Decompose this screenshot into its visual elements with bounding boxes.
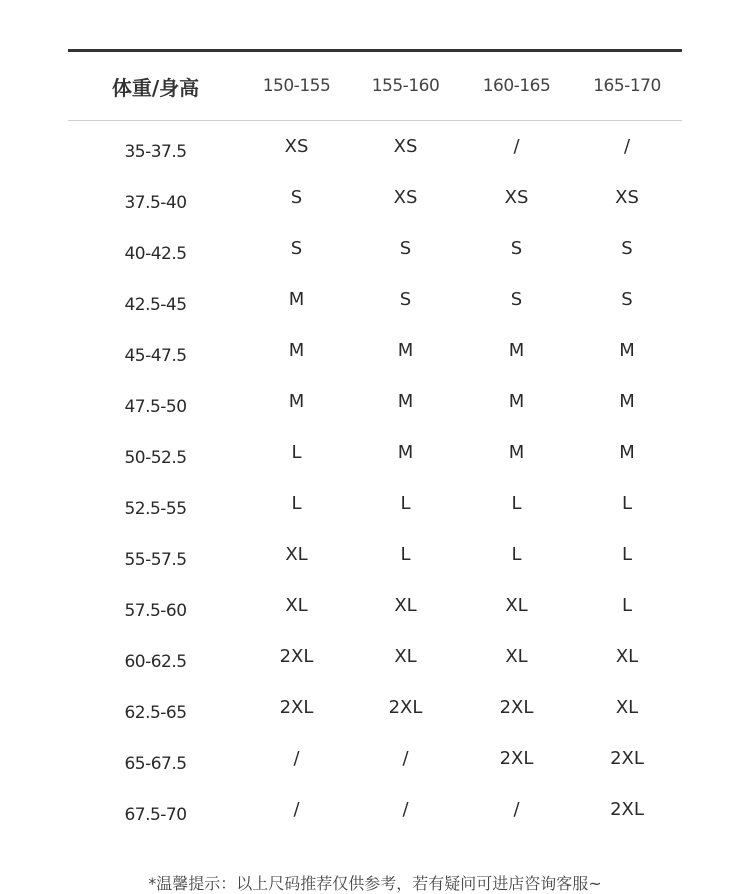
table-row xyxy=(68,174,682,225)
size-cell: 2XL xyxy=(279,697,314,718)
weight-range-cell: 45-47.5 xyxy=(124,345,187,366)
size-cell: M xyxy=(288,391,305,412)
size-cell: S xyxy=(399,289,412,310)
size-cell: XS xyxy=(284,136,309,157)
weight-range-cell: 52.5-55 xyxy=(124,498,187,519)
size-cell: M xyxy=(619,442,635,463)
size-cell: XS xyxy=(504,187,529,208)
size-cell: 2XL xyxy=(499,697,534,718)
size-cell: XS xyxy=(615,187,639,208)
size-cell: S xyxy=(621,238,633,259)
size-cell: M xyxy=(508,391,525,412)
size-cell: / xyxy=(513,136,520,157)
size-cell: 2XL xyxy=(499,748,534,769)
height-column-header: 150-155 xyxy=(262,76,331,96)
height-column-header: 155-160 xyxy=(371,76,440,96)
weight-height-corner-label: 体重/身高 xyxy=(111,75,200,100)
size-cell: L xyxy=(511,544,522,565)
weight-range-cell: 67.5-70 xyxy=(124,804,187,825)
size-cell: L xyxy=(291,442,302,463)
size-cell: / xyxy=(402,748,409,769)
table-row xyxy=(68,582,682,633)
weight-range-cell: 50-52.5 xyxy=(124,447,187,468)
size-cell: S xyxy=(510,238,523,259)
table-row xyxy=(68,480,682,531)
size-cell: XL xyxy=(394,646,417,667)
size-cell: L xyxy=(621,493,633,514)
size-cell: XL xyxy=(394,595,417,616)
size-cell: M xyxy=(508,442,525,463)
weight-range-cell: 57.5-60 xyxy=(124,600,187,621)
table-row xyxy=(68,684,682,735)
size-cell: XS xyxy=(393,136,418,157)
size-cell: M xyxy=(288,289,305,310)
size-cell: M xyxy=(397,442,414,463)
size-cell: L xyxy=(511,493,522,514)
size-cell: / xyxy=(293,799,300,820)
table-row xyxy=(68,327,682,378)
size-cell: M xyxy=(397,391,414,412)
table-row xyxy=(68,633,682,684)
size-cell: S xyxy=(290,187,303,208)
size-cell: 2XL xyxy=(610,799,644,820)
size-cell: M xyxy=(288,340,305,361)
size-cell: M xyxy=(508,340,525,361)
size-cell: 2XL xyxy=(388,697,423,718)
size-cell: M xyxy=(619,340,635,361)
table-row xyxy=(68,531,682,582)
size-cell: XL xyxy=(505,595,528,616)
table-row xyxy=(68,276,682,327)
weight-range-cell: 47.5-50 xyxy=(124,396,187,417)
weight-range-cell: 65-67.5 xyxy=(124,753,187,774)
size-advice-footnote: *温馨提示：以上尺码推荐仅供参考，若有疑问可进店咨询客服~ xyxy=(148,874,602,893)
weight-range-cell: 62.5-65 xyxy=(124,702,187,723)
size-cell: XL xyxy=(285,544,308,565)
weight-range-cell: 60-62.5 xyxy=(124,651,187,672)
table-row xyxy=(68,225,682,276)
table-header-row xyxy=(68,52,682,121)
weight-range-cell: 55-57.5 xyxy=(124,549,187,570)
table-row xyxy=(68,378,682,429)
size-cell: / xyxy=(293,748,300,769)
size-cell: XL xyxy=(285,595,308,616)
size-cell: M xyxy=(397,340,414,361)
size-cell: XL xyxy=(505,646,528,667)
table-row xyxy=(68,123,682,174)
table-row xyxy=(68,735,682,786)
size-cell: XL xyxy=(615,646,639,667)
size-cell: L xyxy=(400,544,411,565)
size-cell: XS xyxy=(393,187,418,208)
size-cell: 2XL xyxy=(279,646,314,667)
weight-range-cell: 35-37.5 xyxy=(124,141,187,162)
size-cell: S xyxy=(399,238,412,259)
size-cell: S xyxy=(510,289,523,310)
weight-range-cell: 42.5-45 xyxy=(124,294,187,315)
table-row xyxy=(68,429,682,480)
size-cell: / xyxy=(402,799,409,820)
table-body xyxy=(68,121,682,837)
size-cell: / xyxy=(623,136,631,157)
size-cell: L xyxy=(621,595,633,616)
height-column-header: 165-170 xyxy=(593,76,661,96)
weight-range-cell: 37.5-40 xyxy=(124,192,187,213)
size-cell: / xyxy=(513,799,520,820)
size-cell: M xyxy=(619,391,635,412)
size-cell: L xyxy=(621,544,633,565)
table-row xyxy=(68,786,682,837)
weight-range-cell: 40-42.5 xyxy=(124,243,187,264)
height-column-header: 160-165 xyxy=(482,76,551,96)
size-chart-table xyxy=(68,49,682,837)
size-cell: XL xyxy=(615,697,639,718)
size-cell: L xyxy=(400,493,411,514)
size-cell: 2XL xyxy=(610,748,644,769)
size-cell: S xyxy=(290,238,303,259)
size-cell: L xyxy=(291,493,302,514)
size-cell: S xyxy=(621,289,633,310)
